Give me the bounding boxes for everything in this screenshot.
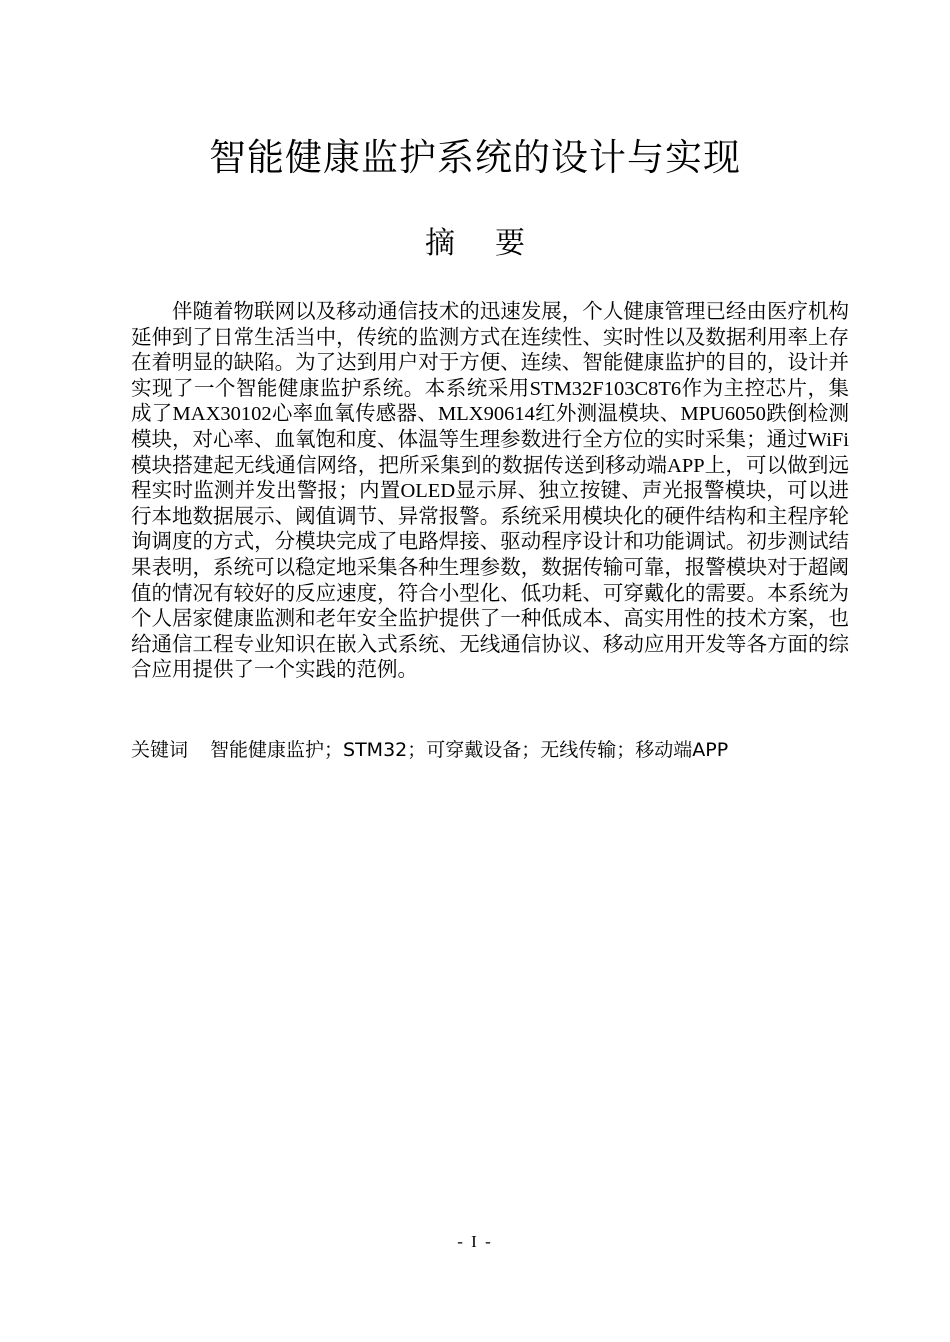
keywords-list: 智能健康监护；STM32；可穿戴设备；无线传输；移动端APP <box>210 739 729 761</box>
abstract-heading: 摘要 <box>425 226 565 261</box>
keywords-label: 关键词 <box>131 739 189 761</box>
keywords-line <box>131 736 849 764</box>
document-title: 智能健康监护系统的设计与实现 <box>209 136 741 179</box>
page-number: - I - <box>457 1232 493 1251</box>
abstract-paragraph: 伴随着物联网以及移动通信技术的迅速发展，个人健康管理已经由医疗机构延伸到了日常生活当中，传统的监测方式在连续性、实时性以及数据利用率上存在着明显的缺陷。为了达到用户对于方便、连续、智能健康监护的目的，设计并实现了一个智能健康监护系统。本系统采用STM32F103C8T6作为主控芯片，集成了MAX30102心率血氧传感器、MLX90614红外测温模块、MPU6050跌倒检测模块，对心率、血氧饱和度、体温等生理参数进行全方位的实时采集；通过WiFi模块搭建起无线通信网络，把所采集到的数据传送到移动端APP上，可以做到远程实时监测并发出警报；内置OLED显示屏、独立按键、声光报警模块，可以进行本地数据展示、阈值调节、异常报警。系统采用模块化的硬件结构和主程序轮询调度的方式，分模块完成了电路焊接、驱动程序设计和功能调试。初步测试结果表明，系统可以稳定地采集各种生理参数，数据传输可靠，报警模块对于超阈值的情况有较好的反应速度，符合小型化、低功耗、可穿戴化的需要。本系统为个人居家健康监测和老年安全监护提供了一种低成本、高实用性的技术方案，也给通信工程专业知识在嵌入式系统、无线通信协议、移动应用开发等各方面的综合应用提供了一个实践的范例。 <box>131 301 849 682</box>
